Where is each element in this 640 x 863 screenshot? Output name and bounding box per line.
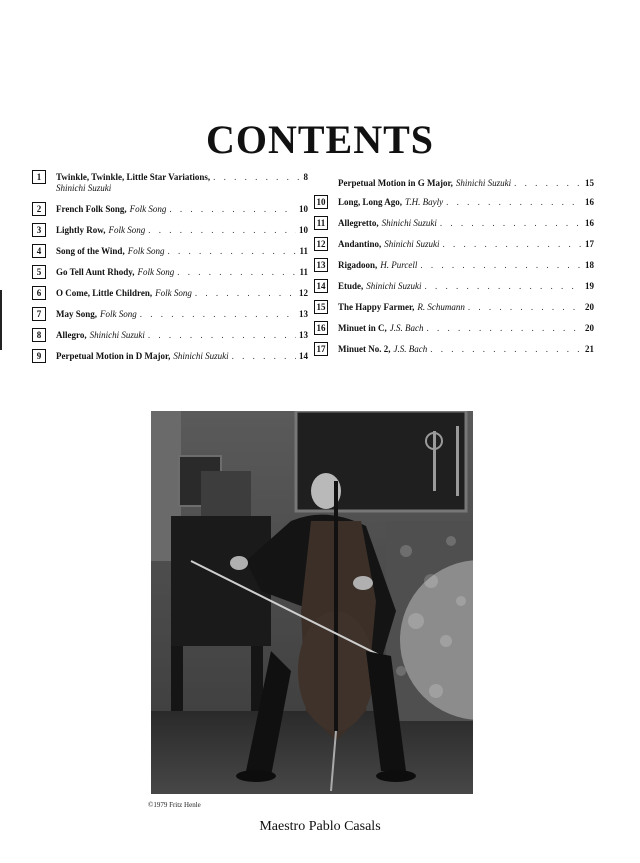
contents-entry <box>32 349 308 363</box>
entry-title: Allegretto, <box>338 218 379 228</box>
dot-leader <box>430 344 582 355</box>
contents-entry <box>314 176 594 190</box>
contents-entry <box>314 300 594 314</box>
entry-title: Lightly Row, <box>56 225 106 235</box>
entry-title: Etude, <box>338 281 364 291</box>
entry-page-number: 10 <box>299 204 308 214</box>
entry-title: Long, Long Ago, <box>338 197 403 207</box>
entry-composer: Shinichi Suzuki <box>455 178 512 188</box>
entry-composer: Folk Song <box>100 309 137 319</box>
entry-page-number: 17 <box>585 239 594 249</box>
dot-leader <box>440 218 582 229</box>
contents-entry <box>32 202 308 216</box>
entry-page-number: 12 <box>299 288 308 298</box>
entry-number-box: 17 <box>314 342 328 356</box>
contents-entry <box>32 286 308 300</box>
entry-composer: Folk Song <box>129 204 167 214</box>
entry-page-number: 8 <box>303 172 308 182</box>
contents-entry <box>32 265 308 279</box>
dot-leader <box>140 309 296 320</box>
entry-title: Song of the Wind, <box>56 246 125 256</box>
page-title: CONTENTS <box>205 117 435 162</box>
contents-entry <box>32 244 308 258</box>
entry-composer: Folk Song <box>127 246 165 256</box>
entry-composer: Folk Song <box>155 288 192 298</box>
entry-composer: J.S. Bach <box>389 323 424 333</box>
entry-page-number: 13 <box>299 309 308 319</box>
entry-title: Minuet No. 2, <box>338 344 391 354</box>
entry-composer: Shinichi Suzuki <box>384 239 440 249</box>
contents-entry <box>32 170 308 194</box>
entry-composer: Shinichi Suzuki <box>56 183 112 193</box>
entry-number-box: 12 <box>314 237 328 251</box>
dot-leader <box>169 204 296 215</box>
dot-leader <box>195 288 296 299</box>
dot-leader <box>167 246 296 257</box>
entry-composer: Shinichi Suzuki <box>366 281 422 291</box>
photo-caption: Maestro Pablo Casals <box>259 819 381 834</box>
dot-leader <box>446 197 582 208</box>
entry-page-number: 19 <box>585 281 594 291</box>
entry-number-box: 5 <box>32 265 46 279</box>
dot-leader <box>177 267 296 278</box>
dot-leader <box>514 178 582 189</box>
entry-page-number: 11 <box>299 267 308 277</box>
entry-title: Minuet in C, <box>338 323 387 333</box>
entry-number-box: 9 <box>32 349 46 363</box>
entry-page-number: 18 <box>585 260 594 270</box>
entry-composer: Folk Song <box>108 225 146 235</box>
entry-page-number: 16 <box>585 197 594 207</box>
entry-page-number: 13 <box>299 330 308 340</box>
entry-title: Allegro, <box>56 330 87 340</box>
entry-number-box: 1 <box>32 170 46 184</box>
entry-title: O Come, Little Children, <box>56 288 153 298</box>
contents-entry <box>32 307 308 321</box>
entry-number-box: 11 <box>314 216 328 230</box>
entry-composer: R. Schumann <box>417 302 465 312</box>
entry-page-number: 21 <box>585 344 594 354</box>
dot-leader <box>148 330 296 341</box>
entry-title: Go Tell Aunt Rhody, <box>56 267 135 277</box>
entry-page-number: 20 <box>585 323 594 333</box>
entry-page-number: 15 <box>585 178 594 188</box>
contents-entry <box>314 258 594 272</box>
entry-composer: H. Purcell <box>380 260 418 270</box>
contents-entry <box>314 216 594 230</box>
contents-entry <box>314 321 594 335</box>
photo-credit: ©1979 Fritz Henle <box>148 801 201 809</box>
entry-title: The Happy Farmer, <box>338 302 415 312</box>
entry-composer: T.H. Bayly <box>405 197 444 207</box>
dot-leader <box>443 239 582 250</box>
entry-number-box: 15 <box>314 300 328 314</box>
entry-title: French Folk Song, <box>56 204 127 214</box>
dot-leader <box>427 323 582 334</box>
entry-number-box: 3 <box>32 223 46 237</box>
entry-title: Perpetual Motion in G Major, <box>338 178 453 188</box>
entry-title: Twinkle, Twinkle, Little Star Variations, <box>56 172 211 182</box>
contents-entry <box>32 223 308 237</box>
entry-title: Rigadoon, <box>338 260 378 270</box>
entry-number-box: 4 <box>32 244 46 258</box>
entry-composer: Shinichi Suzuki <box>89 330 145 340</box>
entry-page-number: 20 <box>585 302 594 312</box>
entry-number-box: 13 <box>314 258 328 272</box>
entry-composer: Shinichi Suzuki <box>381 218 437 228</box>
contents-entry <box>314 342 594 356</box>
contents-entry <box>314 279 594 293</box>
entry-title: Andantino, <box>338 239 382 249</box>
dot-leader <box>148 225 296 236</box>
dot-leader <box>232 351 296 362</box>
page-edge-rule <box>0 290 2 350</box>
entry-number-box: 10 <box>314 195 328 209</box>
contents-entry <box>314 237 594 251</box>
entry-number-box: 7 <box>32 307 46 321</box>
entry-composer: Folk Song <box>137 267 175 277</box>
dot-leader <box>425 281 582 292</box>
entry-page-number: 14 <box>299 351 308 361</box>
contents-entry <box>32 328 308 342</box>
entry-title: Perpetual Motion in D Major, <box>56 351 171 361</box>
entry-number-box: 14 <box>314 279 328 293</box>
entry-composer: Shinichi Suzuki <box>173 351 229 361</box>
entry-composer: J.S. Bach <box>393 344 428 354</box>
dot-leader <box>468 302 582 313</box>
entry-page-number: 11 <box>299 246 308 256</box>
entry-page-number: 16 <box>585 218 594 228</box>
entry-number-box: 2 <box>32 202 46 216</box>
entry-number-box: 6 <box>32 286 46 300</box>
watermark-seal <box>400 560 560 720</box>
entry-page-number: 10 <box>299 225 308 235</box>
entry-number-box: 16 <box>314 321 328 335</box>
dot-leader <box>420 260 582 271</box>
contents-entry <box>314 195 594 209</box>
entry-title: May Song, <box>56 309 98 319</box>
dot-leader <box>213 172 300 183</box>
entry-number-box: 8 <box>32 328 46 342</box>
